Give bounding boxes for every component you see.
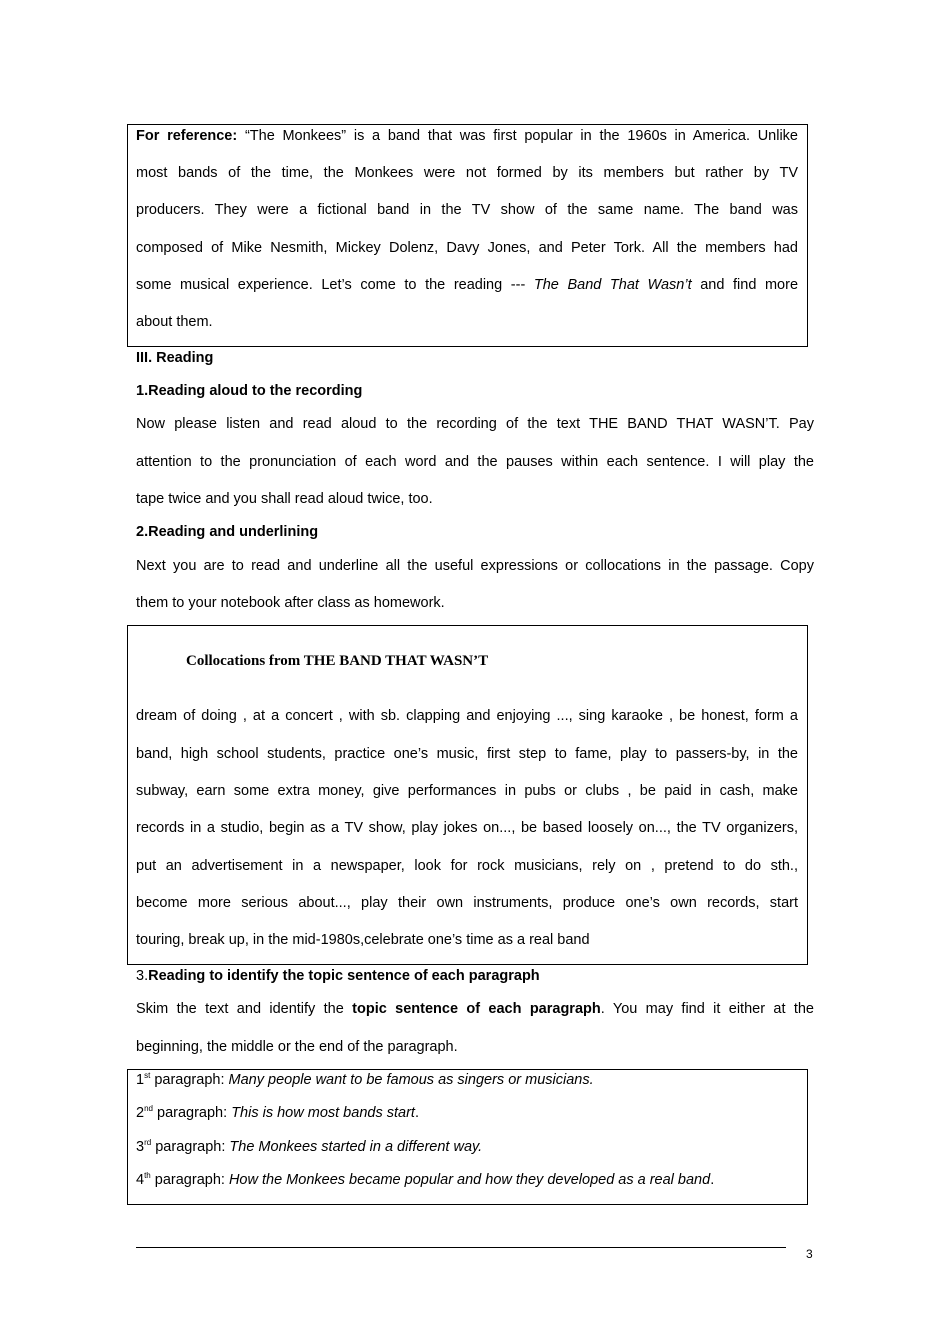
reference-line-2: most bands of the time, the Monkees were not formed by its members but rather by TV — [136, 165, 798, 181]
topic-sentence-row: 2nd paragraph: This is how most bands start. — [136, 1104, 419, 1121]
page-number: 3 — [806, 1247, 813, 1261]
collocation-line: touring, break up, in the mid-1980s,celebrate one’s time as a real band — [136, 932, 590, 948]
reference-label: For reference: — [136, 128, 238, 144]
part1-line-1: Now please listen and read aloud to the recording of the text THE BAND THAT WASN’T. Pay — [136, 416, 814, 432]
part1-heading: 1.Reading aloud to the recording — [136, 383, 363, 399]
section-heading: III. Reading — [136, 350, 214, 366]
collocations-title: Collocations from THE BAND THAT WASN’T — [186, 653, 489, 669]
part2-heading: 2.Reading and underlining — [136, 524, 319, 540]
part2-line-2: them to your notebook after class as homework. — [136, 595, 445, 611]
part1-line-3: tape twice and you shall read aloud twice, too. — [136, 491, 433, 507]
topic-sentence-row: 1st paragraph: Many people want to be famous as singers or musicians. — [136, 1071, 594, 1088]
reference-line-1: For reference: “The Monkees” is a band that was first popular in the 1960s in America. Unlike — [136, 128, 798, 144]
collocation-line: band, high school students, practice one’s music, first step to fame, play to passers-by, in the — [136, 746, 798, 762]
part3-heading: 3.Reading to identify the topic sentence of each paragraph — [136, 968, 540, 984]
reference-box — [127, 124, 808, 347]
footer-rule — [136, 1247, 786, 1248]
reference-line-4: composed of Mike Nesmith, Mickey Dolenz, Davy Jones, and Peter Tork. All the members had — [136, 240, 798, 256]
part1-line-2: attention to the pronunciation of each word and the pauses within each sentence. I will play the — [136, 454, 814, 470]
collocation-line: put an advertisement in a newspaper, look for rock musicians, rely on , pretend to do sth., — [136, 858, 798, 874]
collocation-line: become more serious about..., play their own instruments, produce one’s own records, start — [136, 895, 798, 911]
collocation-line: records in a studio, begin as a TV show, play jokes on..., be based loosely on..., the TV organizers, — [136, 820, 798, 836]
part2-line-1: Next you are to read and underline all the useful expressions or collocations in the passage. Copy — [136, 558, 814, 574]
reference-line-5: some musical experience. Let’s come to the reading --- The Band That Wasn’t and find more — [136, 277, 799, 293]
collocation-line: subway, earn some extra money, give performances in pubs or clubs , be paid in cash, make — [136, 783, 798, 799]
part3-line-1: Skim the text and identify the topic sentence of each paragraph. You may find it either at the — [136, 1001, 814, 1017]
reference-line-3: producers. They were a fictional band in the TV show of the same name. The band was — [136, 202, 798, 218]
topic-sentence-row: 4th paragraph: How the Monkees became popular and how they developed as a real band. — [136, 1171, 715, 1188]
collocation-line: dream of doing , at a concert , with sb. clapping and enjoying ..., sing karaoke , be honest, form a — [136, 708, 798, 724]
reference-line-6: about them. — [136, 314, 213, 330]
topic-sentence-row: 3rd paragraph: The Monkees started in a different way. — [136, 1138, 483, 1155]
part3-line-2: beginning, the middle or the end of the paragraph. — [136, 1039, 458, 1055]
reading-title: The Band That Wasn’t — [533, 277, 692, 293]
